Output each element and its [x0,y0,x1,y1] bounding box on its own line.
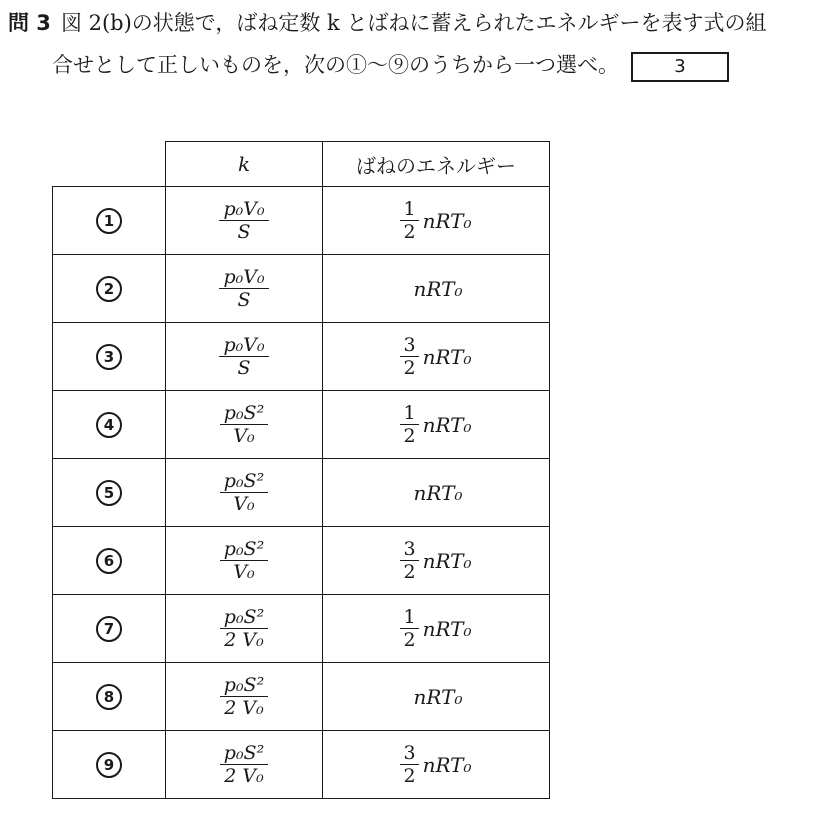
energy-cell [323,731,550,799]
choice-number-cell[interactable] [53,255,166,323]
k-cell [166,187,323,255]
k-cell [166,527,323,595]
k-fraction [220,538,268,583]
energy-cell [323,323,550,391]
question-line-2 [52,50,812,82]
energy-cell [323,391,550,459]
k-denominator: V₀ [233,425,255,447]
k-denominator: S [237,221,251,243]
k-numerator: p₀S² [220,402,268,425]
table-row[interactable] [53,255,550,323]
energy-coefficient [400,742,418,787]
k-fraction [220,470,268,515]
energy-coefficient [400,198,418,243]
energy-term: nRT₀ [422,548,472,573]
k-denominator: V₀ [233,493,255,515]
choice-number[interactable]: 6 [96,548,122,574]
choice-number[interactable]: 3 [96,344,122,370]
coef-numerator: 3 [400,334,418,357]
table-row[interactable] [53,187,550,255]
k-denominator: 2 V₀ [224,629,264,651]
choice-number-cell[interactable] [53,459,166,527]
question-text-1: 図 2(b)の状態で，ばね定数 k とばねに蓄えられたエネルギーを表す式の組 [60,11,767,35]
energy-cell [323,663,550,731]
question-label: 問 3 [8,11,51,35]
energy-term: nRT₀ [422,752,472,777]
k-cell [166,731,323,799]
energy-coefficient [400,606,418,651]
choice-number-cell[interactable] [53,663,166,731]
energy-cell [323,595,550,663]
k-numerator: p₀S² [220,606,268,629]
k-fraction [220,742,268,787]
choice-number-cell[interactable] [53,187,166,255]
energy-cell [323,255,550,323]
k-denominator: 2 V₀ [224,765,264,787]
k-numerator: p₀S² [220,538,268,561]
k-cell [166,595,323,663]
k-numerator: p₀V₀ [219,198,268,221]
answer-box[interactable]: 3 [631,52,729,82]
k-denominator: V₀ [233,561,255,583]
coef-numerator: 3 [400,538,418,561]
coef-denominator: 2 [403,357,416,379]
choice-number[interactable]: 1 [96,208,122,234]
k-fraction [220,606,268,651]
coef-denominator: 2 [403,765,416,787]
energy-cell [323,459,550,527]
k-cell [166,255,323,323]
energy-term: nRT₀ [422,208,472,233]
choice-number[interactable]: 4 [96,412,122,438]
choice-number-cell[interactable] [53,595,166,663]
choice-number[interactable]: 7 [96,616,122,642]
k-denominator: S [237,357,251,379]
coef-denominator: 2 [403,629,416,651]
choice-number[interactable]: 5 [96,480,122,506]
energy-coefficient [400,334,418,379]
k-numerator: p₀S² [220,674,268,697]
k-fraction [219,334,268,379]
coef-denominator: 2 [403,425,416,447]
coef-numerator: 1 [400,198,418,221]
energy-coefficient [400,538,418,583]
k-numerator: p₀S² [220,742,268,765]
energy-coefficient [400,402,418,447]
choice-number-cell[interactable] [53,731,166,799]
choice-number[interactable]: 2 [96,276,122,302]
table-header-row [53,142,550,187]
k-numerator: p₀V₀ [219,334,268,357]
header-blank [53,142,166,187]
energy-term: nRT₀ [413,480,463,505]
k-cell [166,323,323,391]
coef-numerator: 1 [400,606,418,629]
table-row[interactable] [53,527,550,595]
coef-numerator: 1 [400,402,418,425]
coef-numerator: 3 [400,742,418,765]
table-row[interactable] [53,731,550,799]
k-cell [166,459,323,527]
choice-number-cell[interactable] [53,323,166,391]
coef-denominator: 2 [403,221,416,243]
energy-term: nRT₀ [413,276,463,301]
energy-term: nRT₀ [422,616,472,641]
table-row[interactable] [53,323,550,391]
question-text-2: 合せとして正しいものを，次の①～⑨のうちから一つ選べ。 [52,53,619,77]
energy-term: nRT₀ [422,412,472,437]
k-denominator: 2 V₀ [224,697,264,719]
choice-number-cell[interactable] [53,527,166,595]
choice-number[interactable]: 9 [96,752,122,778]
header-energy: ばねのエネルギー [323,142,550,187]
table-row[interactable] [53,663,550,731]
coef-denominator: 2 [403,561,416,583]
energy-cell [323,187,550,255]
header-k: k [166,142,323,187]
choice-number-cell[interactable] [53,391,166,459]
energy-term: nRT₀ [422,344,472,369]
choice-number[interactable]: 8 [96,684,122,710]
k-numerator: p₀V₀ [219,266,268,289]
k-fraction [220,402,268,447]
table-row[interactable] [53,459,550,527]
k-fraction [220,674,268,719]
energy-cell [323,527,550,595]
k-numerator: p₀S² [220,470,268,493]
k-fraction [219,266,268,311]
question-line-1 [8,10,826,36]
k-denominator: S [237,289,251,311]
k-cell [166,391,323,459]
table-row[interactable] [53,391,550,459]
k-cell [166,663,323,731]
table-row[interactable] [53,595,550,663]
k-fraction [219,198,268,243]
choices-table [52,141,550,799]
energy-term: nRT₀ [413,684,463,709]
